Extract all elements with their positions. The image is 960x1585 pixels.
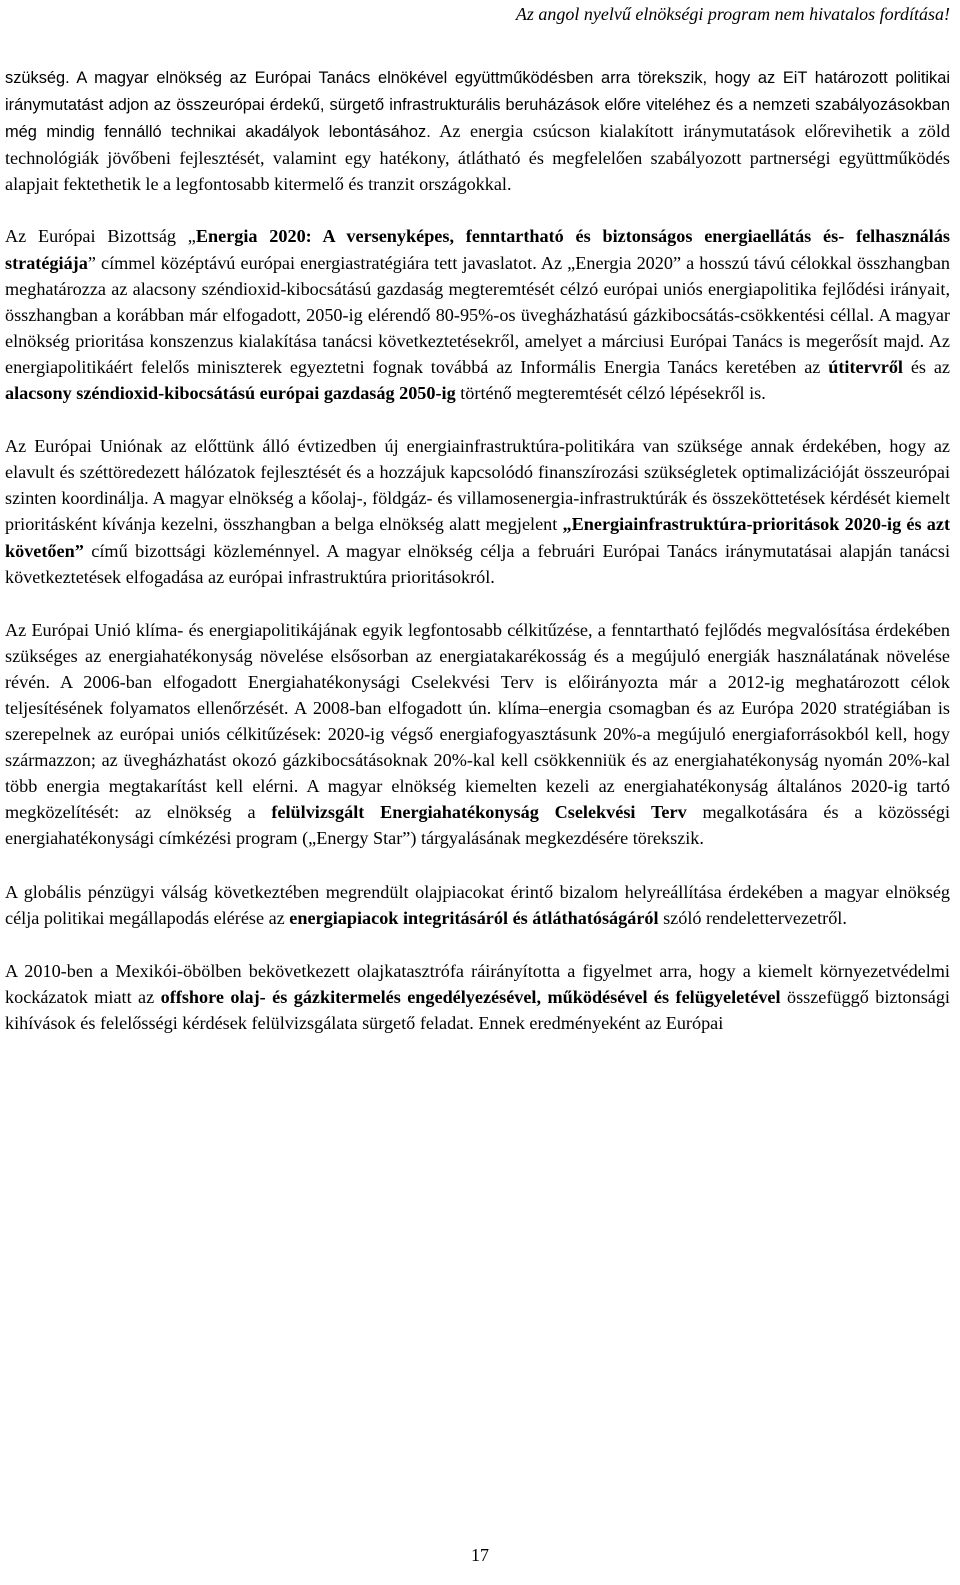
paragraph-1 [5, 64, 950, 197]
paragraph-2-bold-2: útitervről [828, 356, 903, 377]
paragraph-2 [5, 223, 950, 406]
paragraph-1-text: Az energia csúcson kialakított iránymutatások előrevihetik a zöld technológiák jövőbeni fejlesztését, valamint egy hatékony, átlátható és megfelelően szabályozott partnerségi együttműködés alapjait fektethetik le a legfontosabb kitermelő és tranzit országokkal. [5, 121, 950, 195]
paragraph-4-bold-1: felülvizsgált Energiahatékonyság Cselekvési Terv [271, 802, 687, 823]
paragraph-3-text-1: Az Európai Uniónak az előttünk álló évtizedben új energiainfrastruktúra-politikára van szüksége annak érdekében, hogy az elavult és széttöredezett hálózatok fejlesztését és a hozzájuk kapcsolódó finanszírozási szükségletek optimalizációját összeurópai szinten koordinálja. A magyar elnökség a kőolaj-, földgáz- és villamosenergia-infrastruktúrák és összeköttetések kérdését kiemelt prioritásként kívánja kezelni, összhangban a belga elnökség alatt megjelent [5, 436, 950, 535]
paragraph-2-bold-1: Energia 2020: A versenyképes, fenntartható és biztonságos energiaellátás és- felhasználás stratégiája [5, 226, 950, 273]
paragraph-2-text-4: történő megteremtését célzó lépésekről is. [455, 383, 766, 404]
paragraph-5-text-2: szóló rendelettervezetről. [658, 907, 847, 928]
paragraph-5-text-1: A globális pénzügyi válság következtében megrendült olajpiacokat érintő bizalom helyreállítása érdekében a magyar elnökség célja politikai megállapodás elérése az [5, 881, 950, 928]
paragraph-6 [5, 958, 950, 1036]
paragraph-2-text-3: és az [902, 356, 950, 377]
paragraph-4 [5, 617, 950, 852]
paragraph-5 [5, 879, 950, 931]
page-header: Az angol nyelvű elnökségi program nem hivatalos fordítása! [515, 4, 950, 24]
page-body [5, 64, 950, 1036]
paragraph-6-bold-1: offshore olaj- és gázkitermelés engedélyezésével, működésével és felügyeletével [160, 986, 781, 1007]
paragraph-2-bold-3: alacsony széndioxid-kibocsátású európai gazdaság 2050-ig [5, 383, 456, 404]
paragraph-6-text-1: A 2010-ben a Mexikói-öbölben bekövetkezett olajkatasztrófa ráirányította a figyelmet arra, hogy a kiemelt környezetvédelmi kockázatok miatt az [5, 960, 950, 1007]
paragraph-3 [5, 433, 950, 590]
page-number: 17 [471, 1545, 489, 1565]
paragraph-5-bold-1: energiapiacok integritásáról és átláthatóságáról [289, 907, 659, 928]
paragraph-6-text-2: összefüggő biztonsági kihívások és felelősségi kérdések felülvizsgálata sürgető feladat. Ennek eredményeként az Európai [5, 986, 950, 1033]
paragraph-4-text-2: megalkotására és a közösségi energiahatékonysági címkézési program („Energy Star”) tárgyalásának megkezdésére törekszik. [5, 802, 951, 849]
paragraph-2-text-1: Az Európai Bizottság „ [5, 226, 196, 247]
paragraph-3-text-2: című bizottsági közleménnyel. A magyar elnökség célja a februári Európai Tanács iránymutatásai alapján tanácsi következtetések elfogadása az európai infrastruktúra prioritásokról. [5, 540, 950, 587]
paragraph-1-sans-text: szükség. A magyar elnökség az Európai Tanács elnökével együttműködésben arra törekszik, hogy az EiT határozott politikai iránymutatást adjon az összeurópai érdekű, sürgető infrastrukturális beruházások előre viteléhez és a nemzeti szabályozásokban még mindig fennálló technikai akadályok lebontásához. [5, 69, 950, 142]
paragraph-4-text-1: Az Európai Unió klíma- és energiapolitikájának egyik legfontosabb célkitűzése, a fenntartható fejlődés megvalósítása érdekében szükséges az energiahatékonyság növelése elsősorban az energiatakarékosság és a megújuló energiák használatának növelése révén. A 2006-ban elfogadott Energiahatékonysági Cselekvési Terv is előirányozta már a 2012-ig meghatározott célok teljesítésének folyamatos ellenőrzését. A 2008-ban elfogadott ún. klíma–energia csomagban és az Európa 2020 stratégiában is szerepelnek az európai uniós célkitűzések: 2020-ig végső energiafogyasztásunk 20%-a megújuló energiaforrásokból kell, hogy származzon; az üvegházhatást okozó gázkibocsátásoknak 20%-kal kell csökkenniük és az energiahatékonyság nyomán 20%-kal több energia megtakarítást kell elérni. A magyar elnökség kiemelten kezeli az energiahatékonyság általános 2020-ig tartó megközelítését: az elnökség a [5, 619, 950, 823]
paragraph-2-text-2: ” címmel középtávú európai energiastratégiára tett javaslatot. Az „Energia 2020” a hosszú távú célokkal összhangban meghatározza az alacsony széndioxid-kibocsátású gazdaság megteremtését célzó európai uniós energiapolitika fejlődési irányait, összhangban a korábban már elfogadott, 2050-ig elérendő 80-95%-os üvegházhatású gázkibocsátás-csökkentési céllal. A magyar elnökség prioritása konszenzus kialakítása tanácsi következtetésekről, amelyet a márciusi Európai Tanács is megerősít majd. Az energiapolitikáért felelős miniszterek egyeztetni fognak továbbá az Informális Energia Tanács keretében az [5, 252, 950, 377]
paragraph-3-bold-1: „Energiainfrastruktúra-prioritások 2020-ig és azt követően” [5, 514, 950, 561]
